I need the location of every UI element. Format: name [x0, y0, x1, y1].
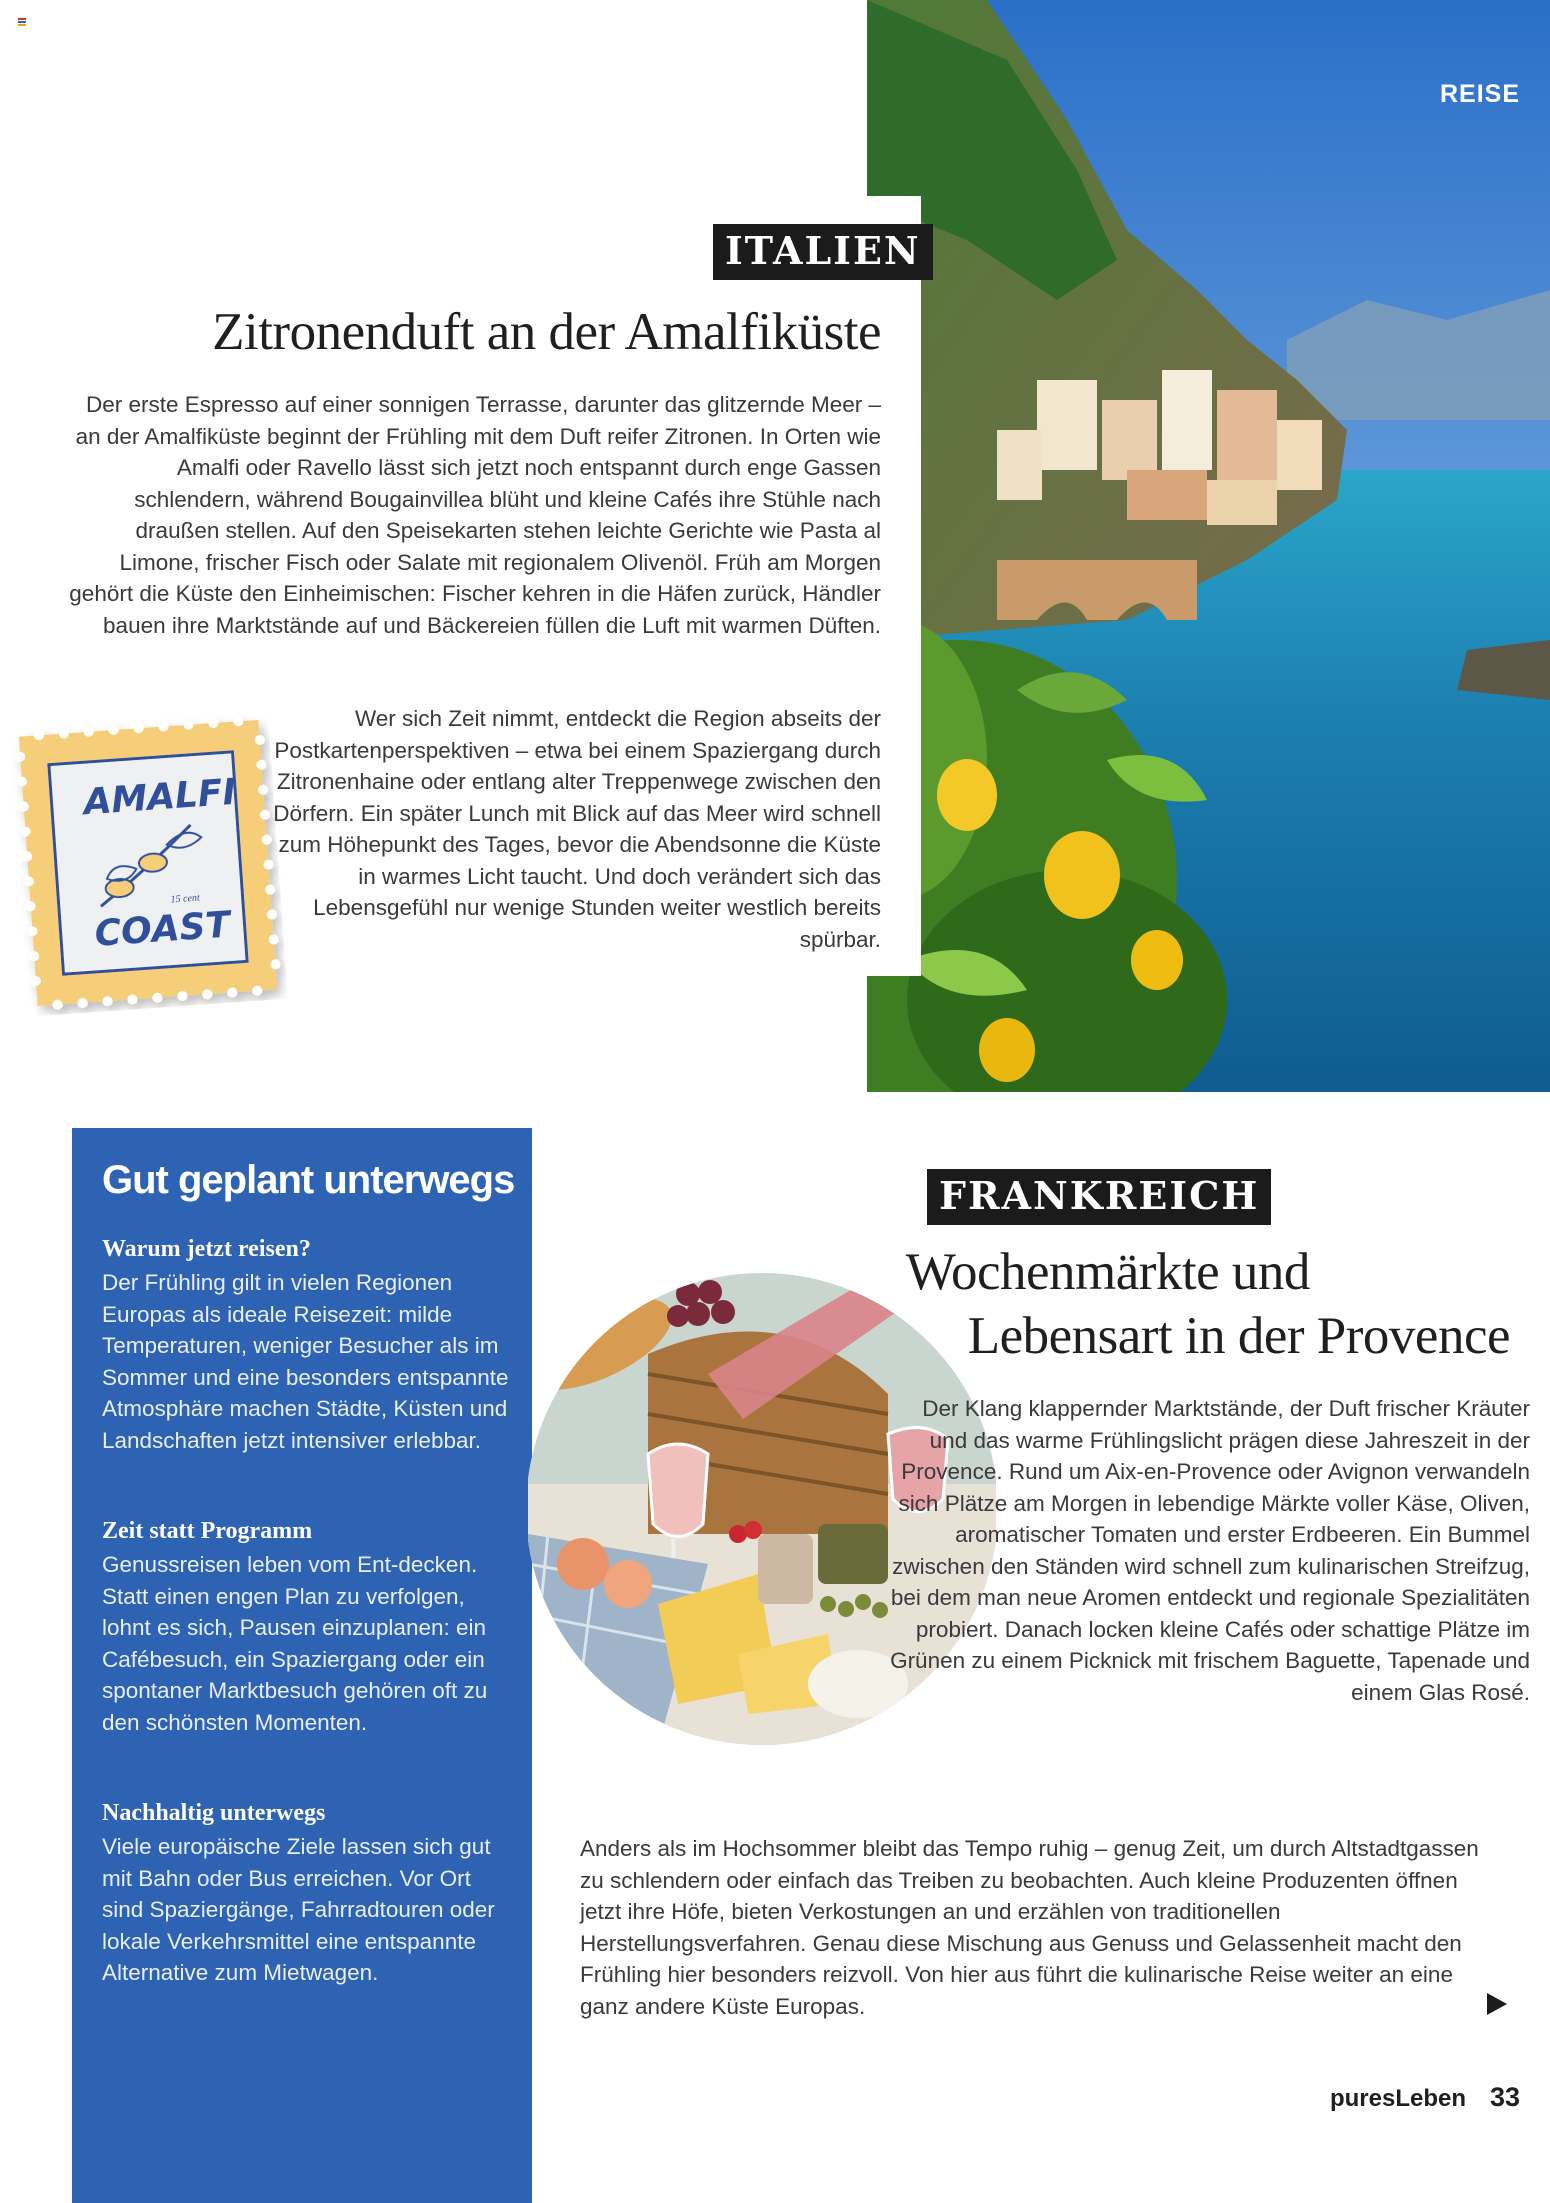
france-article-title	[905, 1240, 1510, 1368]
info-text-2: Genussreisen leben vom Ent-decken. Statt einen engen Plan zu verfolgen, lohnt es sich, Pausen einzuplanen: ein Cafébesuch, ein Spaziergang oder ein spontaner Marktbesuch gehören oft zu den schönsten Momenten.	[102, 1552, 488, 1735]
france-paragraph-2: Anders als im Hochsommer bleibt das Tempo ruhig – genug Zeit, um durch Altstadtgassen zu schlendern oder einfach das Treiben zu beobachten. Auch kleine Produzenten öffnen jetzt ihre Höfe, bieten Verkostungen an und erzählen von traditionellen Herstellungsverfahren. Genau diese Mischung aus Genuss und Gelassenheit macht den Frühling hier besonders reizvoll. Von hier aus führt die kulinarische Reise weiter an eine ganz andere Küste Europas.	[580, 1836, 1479, 2019]
continue-arrow-icon	[1487, 1993, 1507, 2015]
info-box-title: Gut geplant unterwegs	[102, 1158, 515, 1202]
italy-country-tag: ITALIEN	[713, 224, 933, 280]
italy-paragraph-2: Wer sich Zeit nimmt, entdeckt die Region abseits der Postkartenperspektiven – etwa bei einem Spaziergang durch Zitronenhaine oder entlang alter Treppenwege zwischen den Dörfern. Ein später Lunch mit Blick auf das Meer wird schnell zum Höhepunkt des Tages, bevor die Abendsonne die Küste in warmes Licht taucht. Und doch verändert sich das Lebensgefühl nur wenige Stunden weiter westlich bereits spürbar.	[273, 706, 881, 952]
stamp-text-amalfi: AMALFI	[82, 771, 238, 824]
corner-marker-icon	[18, 18, 26, 26]
italy-article-title: Zitronenduft an der Amalfiküste	[212, 303, 881, 361]
amalfi-coast-stamp	[8, 709, 288, 1016]
amalfi-coast-photo	[867, 0, 1550, 1092]
page-number: 33	[1489, 2082, 1520, 2112]
france-title-line-1: Wochenmärkte und	[905, 1243, 1310, 1301]
stamp-value: 15 cent	[170, 892, 201, 906]
info-heading-2: Zeit statt Programm	[102, 1518, 313, 1544]
italy-paragraph-1: Der erste Espresso auf einer sonnigen Terrasse, darunter das glitzernde Meer – an der Amalfiküste beginnt der Frühling mit dem Duft reifer Zitronen. In Orten wie Amalfi oder Ravello lässt sich jetzt noch entspannt durch enge Gassen schlendern, während Bougainvillea blüht und kleine Cafés ihre Stühle nach draußen stellen. Auf den Speisekarten stehen leichte Gerichte wie Pasta al Limone, frischer Fisch oder Salate mit regionalem Olivenöl. Früh am Morgen gehört die Küste den Einheimischen: Fischer kehren in die Häfen zurück, Händler bauen ihre Marktstände auf und Bäckereien füllen die Luft mit warmen Düften.	[69, 392, 881, 638]
stamp-text-coast: COAST	[93, 904, 232, 955]
info-text-1: Der Frühling gilt in vielen Regionen Europas als ideale Reisezeit: milde Temperaturen, weniger Besucher als im Sommer und eine besonders entspannte Atmosphäre machen Städte, Küsten und Landschaften jetzt intensiver erlebbar.	[102, 1270, 509, 1453]
france-country-tag: FRANKREICH	[927, 1169, 1271, 1225]
france-paragraph-1: Der Klang klappernder Marktstände, der Duft frischer Kräuter und das warme Frühlingslicht prägen diese Jahreszeit in der Provence. Rund um Aix-en-Provence oder Avignon verwandeln sich Plätze am Morgen in lebendige Märkte voller Käse, Oliven, aromatischer Tomaten und erster Erdbeeren. Ein Bummel zwischen den Ständen wird schnell zum kulinarischen Streifzug, bei dem man neue Aromen entdeckt und regionale Spezialitäten probiert. Danach locken kleine Cafés oder schattige Plätze im Grünen zu einem Picknick mit frischem Baguette, Tapenade und einem Glas Rosé.	[890, 1396, 1530, 1705]
france-title-line-2: Lebensart in der Provence	[967, 1307, 1510, 1365]
section-label: REISE	[1439, 80, 1520, 108]
info-heading-1: Warum jetzt reisen?	[102, 1236, 311, 1262]
info-heading-3: Nachhaltig unterwegs	[102, 1800, 326, 1826]
footer-brand: puresLeben	[1329, 2085, 1466, 2112]
info-text-3: Viele europäische Ziele lassen sich gut mit Bahn oder Bus erreichen. Vor Ort sind Spaziergänge, Fahrradtouren oder lokale Verkehrsmittel eine entspannte Alternative zum Mietwagen.	[102, 1834, 495, 1985]
